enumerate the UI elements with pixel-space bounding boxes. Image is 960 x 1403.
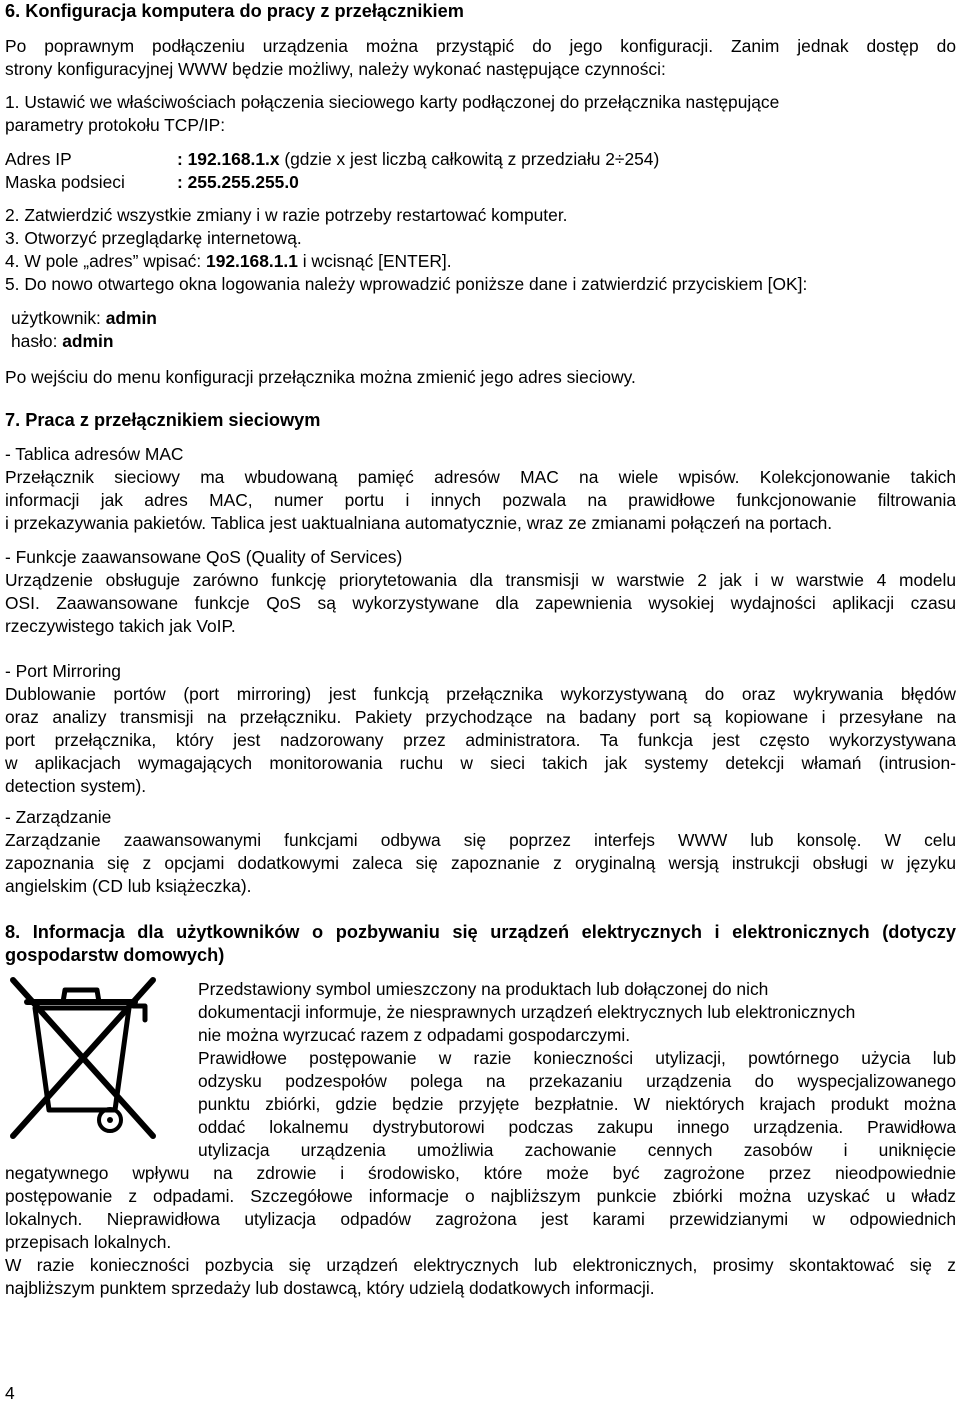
step-4-address: 192.168.1.1 — [206, 251, 298, 271]
weee-line-2: postępowanie z odpadami. Szczegółowe informacje o najbliższym punkcie zbiórki można uzyskać u władz — [5, 1186, 956, 1206]
step-1 — [5, 91, 956, 137]
weee-side-line-1: Przedstawiony symbol umieszczony na produktach lub dołączonej do nich — [198, 979, 769, 999]
step-2: 2. Zatwierdzić wszystkie zmiany i w razie potrzeby restartować komputer. — [5, 205, 568, 225]
step-4-text: 4. W pole „adres” wpisać: — [5, 251, 207, 271]
weee-line-1: negatywnego wpływu na zdrowie i środowisko, które może być zagrożone przez nieodpowiednie — [5, 1163, 956, 1183]
qos-title: - Funkcje zaawansowane QoS (Quality of Services) — [5, 547, 403, 567]
weee-side-line-4: Prawidłowe postępowanie w razie konieczności utylizacji, powtórnego użycia lub — [198, 1048, 956, 1068]
weee-line-6: najbliższym punktem sprzedaży lub dostawcą, który udzielą dodatkowych informacji. — [5, 1278, 655, 1298]
mirror-line-3: port przełącznika, który jest nadzorowany przez administratora. Ta funkcja jest często wykorzystywana — [5, 730, 956, 750]
weee-line-5: W razie konieczności pozbycia się urządzeń elektrycznych lub elektronicznych, prosimy skontaktować się z — [5, 1255, 956, 1275]
mirror-title: - Port Mirroring — [5, 661, 121, 681]
management-line-3: angielskim (CD lub książeczka). — [5, 876, 252, 896]
weee-line-4: przepisach lokalnych. — [5, 1232, 172, 1252]
weee-full-paragraph — [5, 1162, 956, 1300]
qos-line-3: rzeczywistego takich jak VoIP. — [5, 616, 236, 636]
weee-side-line-3: nie można wyrzucać razem z odpadami gospodarczymi. — [198, 1025, 631, 1045]
user-label: użytkownik: — [11, 308, 106, 328]
mirror-line-1: Dublowanie portów (port mirroring) jest funkcją przełącznika wykorzystywaną do oraz wykrywania błędów — [5, 684, 956, 704]
weee-side-line-7: oddać lokalnemu dystrybutorowi podczas zakupu innego urządzenia. Prawidłowa — [198, 1117, 956, 1137]
mask-value: : 255.255.255.0 — [177, 172, 299, 192]
page-number: 4 — [5, 1383, 15, 1403]
step-4-suffix: i wcisnąć [ENTER]. — [297, 251, 452, 271]
after-login-note: Po wejściu do menu konfiguracji przełącznika można zmienić jego adres sieciowy. — [5, 367, 636, 387]
step-3: 3. Otworzyć przeglądarkę internetową. — [5, 228, 302, 248]
mirror-line-5: detection system). — [5, 776, 147, 796]
step-5: 5. Do nowo otwartego okna logowania należy wprowadzić poniższe dane i zatwierdzić przyciskiem [OK]: — [5, 274, 808, 294]
mirror-line-2: oraz analizy transmisji na przełączniku. Pakiety przychodzące na badany port są kopiowane i przesyłane na — [5, 707, 956, 727]
ip-label: Adres IP — [5, 149, 72, 169]
section-7-heading: 7. Praca z przełącznikiem sieciowym — [5, 410, 321, 430]
ip-note: (gdzie x jest liczbą całkowitą z przedziału 2÷254) — [279, 149, 660, 169]
mirror-paragraph — [5, 683, 956, 798]
management-title: - Zarządzanie — [5, 807, 112, 827]
login-password-row — [11, 330, 956, 353]
user-value: admin — [105, 308, 157, 328]
intro-line-1: Po poprawnym podłączeniu urządzenia można przystąpić do jego konfiguracji. Zanim jednak dostęp do — [5, 36, 956, 56]
section-6-intro — [5, 35, 956, 81]
weee-side-line-5: odzysku podzespołów polega na przekazaniu urządzenia do wyspecjalizowanego — [198, 1071, 956, 1091]
section-8-heading-line-1: 8. Informacja dla użytkowników o pozbywaniu się urządzeń elektrycznych i elektronicznych (dotyczy — [5, 922, 956, 942]
weee-line-3: lokalnych. Nieprawidłowa utylizacja odpadów zagrożona jest karami przewidzianymi w odpowiednich — [5, 1209, 956, 1229]
management-paragraph — [5, 829, 956, 898]
weee-side-paragraph — [198, 978, 956, 1162]
mirror-line-4: w aplikacjach wymagających monitorowania ruchu w sieci takich jak systemy detekcji włamań (intrusion- — [5, 753, 956, 773]
password-value: admin — [62, 331, 114, 351]
qos-paragraph — [5, 569, 956, 638]
weee-side-line-8: utylizacja urządzenia umożliwia zachowanie cennych zasobów i uniknięcie — [198, 1140, 956, 1160]
mask-label: Maska podsieci — [5, 172, 125, 192]
weee-side-line-6: punktu zbiórki, gdzie będzie przyjęte bezpłatnie. W niektórych krajach produkt można — [198, 1094, 956, 1114]
management-line-2: zapoznania się z opcjami dodatkowymi zaleca się zapoznanie z oryginalną wersją instrukcji obsługi w języku — [5, 853, 956, 873]
section-8-heading-line-2: gospodarstw domowych) — [5, 945, 225, 965]
weee-side-line-2: dokumentacji informuje, że niesprawnych urządzeń elektrycznych lub elektronicznych — [198, 1002, 856, 1022]
mac-line-1: Przełącznik sieciowy ma wbudowaną pamięć adresów MAC na wiele wpisów. Kolekcjonowanie takich — [5, 467, 956, 487]
weee-crossed-bin-icon — [5, 960, 160, 1140]
login-user-row — [11, 307, 956, 330]
ip-row — [5, 148, 956, 171]
mac-title: - Tablica adresów MAC — [5, 444, 184, 464]
mask-row — [5, 171, 956, 194]
step-4 — [5, 250, 956, 273]
mac-line-3: i przekazywania pakietów. Tablica jest uaktualniana automatycznie, wraz ze zmianami połączeń na portach. — [5, 513, 833, 533]
password-label: hasło: — [11, 331, 63, 351]
qos-line-2: OSI. Zaawansowane funkcje QoS są wykorzystywane dla zapewnienia wysokiej wydajności aplikacji czasu — [5, 593, 956, 613]
step-1-line-1: 1. Ustawić we właściwościach połączenia sieciowego karty podłączonej do przełącznika następujące — [5, 92, 780, 112]
step-1-line-2: parametry protokołu TCP/IP: — [5, 115, 226, 135]
ip-value: : 192.168.1.x — [177, 149, 280, 169]
mac-paragraph — [5, 466, 956, 535]
management-line-1: Zarządzanie zaawansowanymi funkcjami odbywa się poprzez interfejs WWW lub konsolę. W celu — [5, 830, 956, 850]
qos-line-1: Urządzenie obsługuje zarówno funkcję priorytetowania dla transmisji w warstwie 2 jak i w warstwie 4 modelu — [5, 570, 956, 590]
intro-line-2: strony konfiguracyjnej WWW będzie możliwy, należy wykonać następujące czynności: — [5, 59, 666, 79]
section-6-heading: 6. Konfiguracja komputera do pracy z przełącznikiem — [5, 1, 464, 21]
mac-line-2: informacji jak adres MAC, numer portu i innych pozwala na prawidłowe funkcjonowanie filtrowania — [5, 490, 956, 510]
